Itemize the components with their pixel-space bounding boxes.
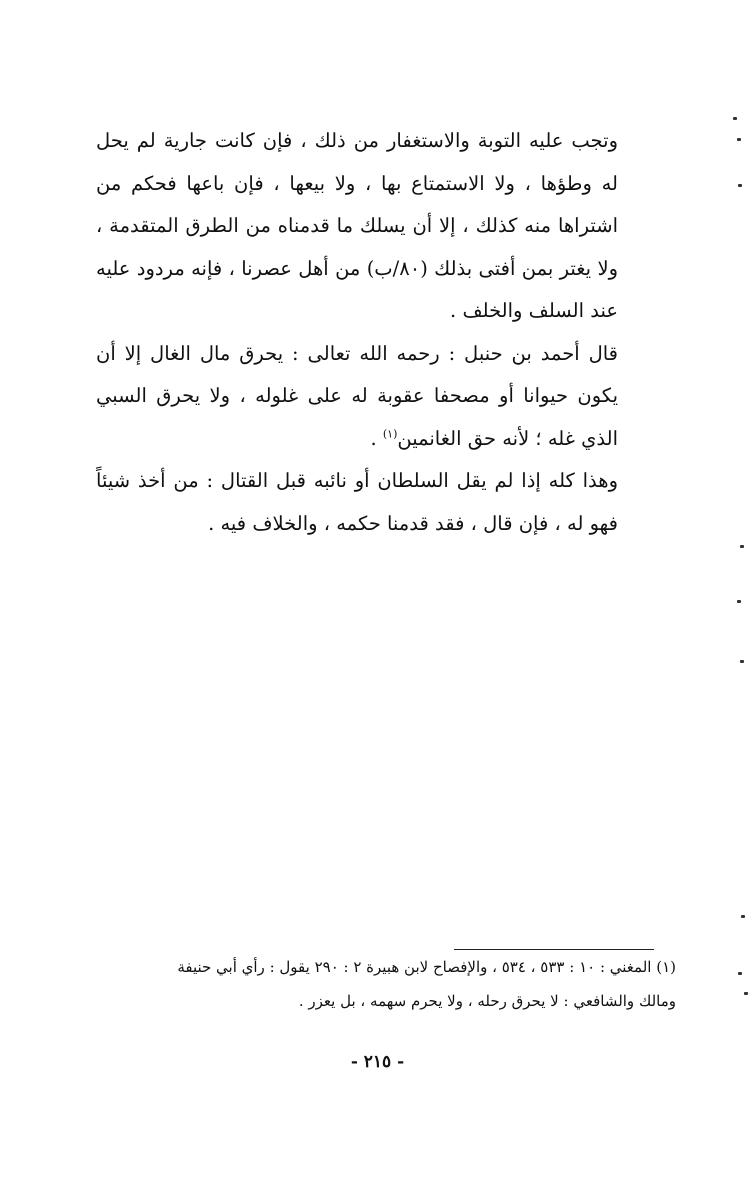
page-number: - ٢١٥ - bbox=[350, 1052, 405, 1072]
scan-mark bbox=[740, 660, 744, 663]
footnote-line-1: (١) المغني : ١٠ : ٥٣٣ ، ٥٣٤ ، والإفصاح لابن هبيرة ٢ : ٢٩٠ يقول : رأي أبي حنيفة bbox=[177, 958, 676, 976]
scan-mark bbox=[741, 915, 745, 918]
main-text bbox=[96, 120, 618, 545]
footnote-line-2: ومالك والشافعي : لا يحرق رحله ، ولا يحرم سهمه ، بل يعزر . bbox=[298, 992, 676, 1010]
footnotes bbox=[96, 950, 676, 1018]
paragraph-3: وهذا كله إذا لم يقل السلطان أو نائبه قبل القتال : من أخذ شيئاً فهو له ، فإن قال ، فقد قدمنا حكمه ، والخلاف فيه . bbox=[96, 469, 618, 535]
footnote-reference[interactable]: (١) bbox=[382, 427, 398, 440]
scan-mark bbox=[740, 545, 744, 548]
paragraph-2 bbox=[96, 333, 618, 461]
scan-mark bbox=[737, 600, 741, 603]
scan-mark bbox=[738, 972, 742, 975]
scan-mark bbox=[733, 117, 737, 120]
paragraph-2-end: . bbox=[370, 426, 383, 450]
scan-mark bbox=[738, 184, 742, 187]
scan-mark bbox=[737, 138, 741, 141]
paragraph-2-text: قال أحمد بن حنبل : رحمه الله تعالى : يحرق مال الغال إلا أن يكون حيوانا أو مصحفا عقوبة له على غلوله ، ولا يحرق السبي الذي غله ؛ لأنه حق الغانمين bbox=[96, 341, 618, 450]
scan-mark bbox=[744, 992, 748, 995]
paragraph-1: وتجب عليه التوبة والاستغفار من ذلك ، فإن كانت جارية لم يحل له وطؤها ، ولا الاستمتاع بها ، ولا بيعها ، فإن باعها فحكم من اشتراها منه كذلك ، إلا أن يسلك ما قدمناه من الطرق المتقدمة ، ولا يغتر بمن أفتى بذلك (٨٠/ب) من أهل عصرنا ، فإنه مردود عليه عند السلف والخلف . bbox=[96, 129, 618, 322]
